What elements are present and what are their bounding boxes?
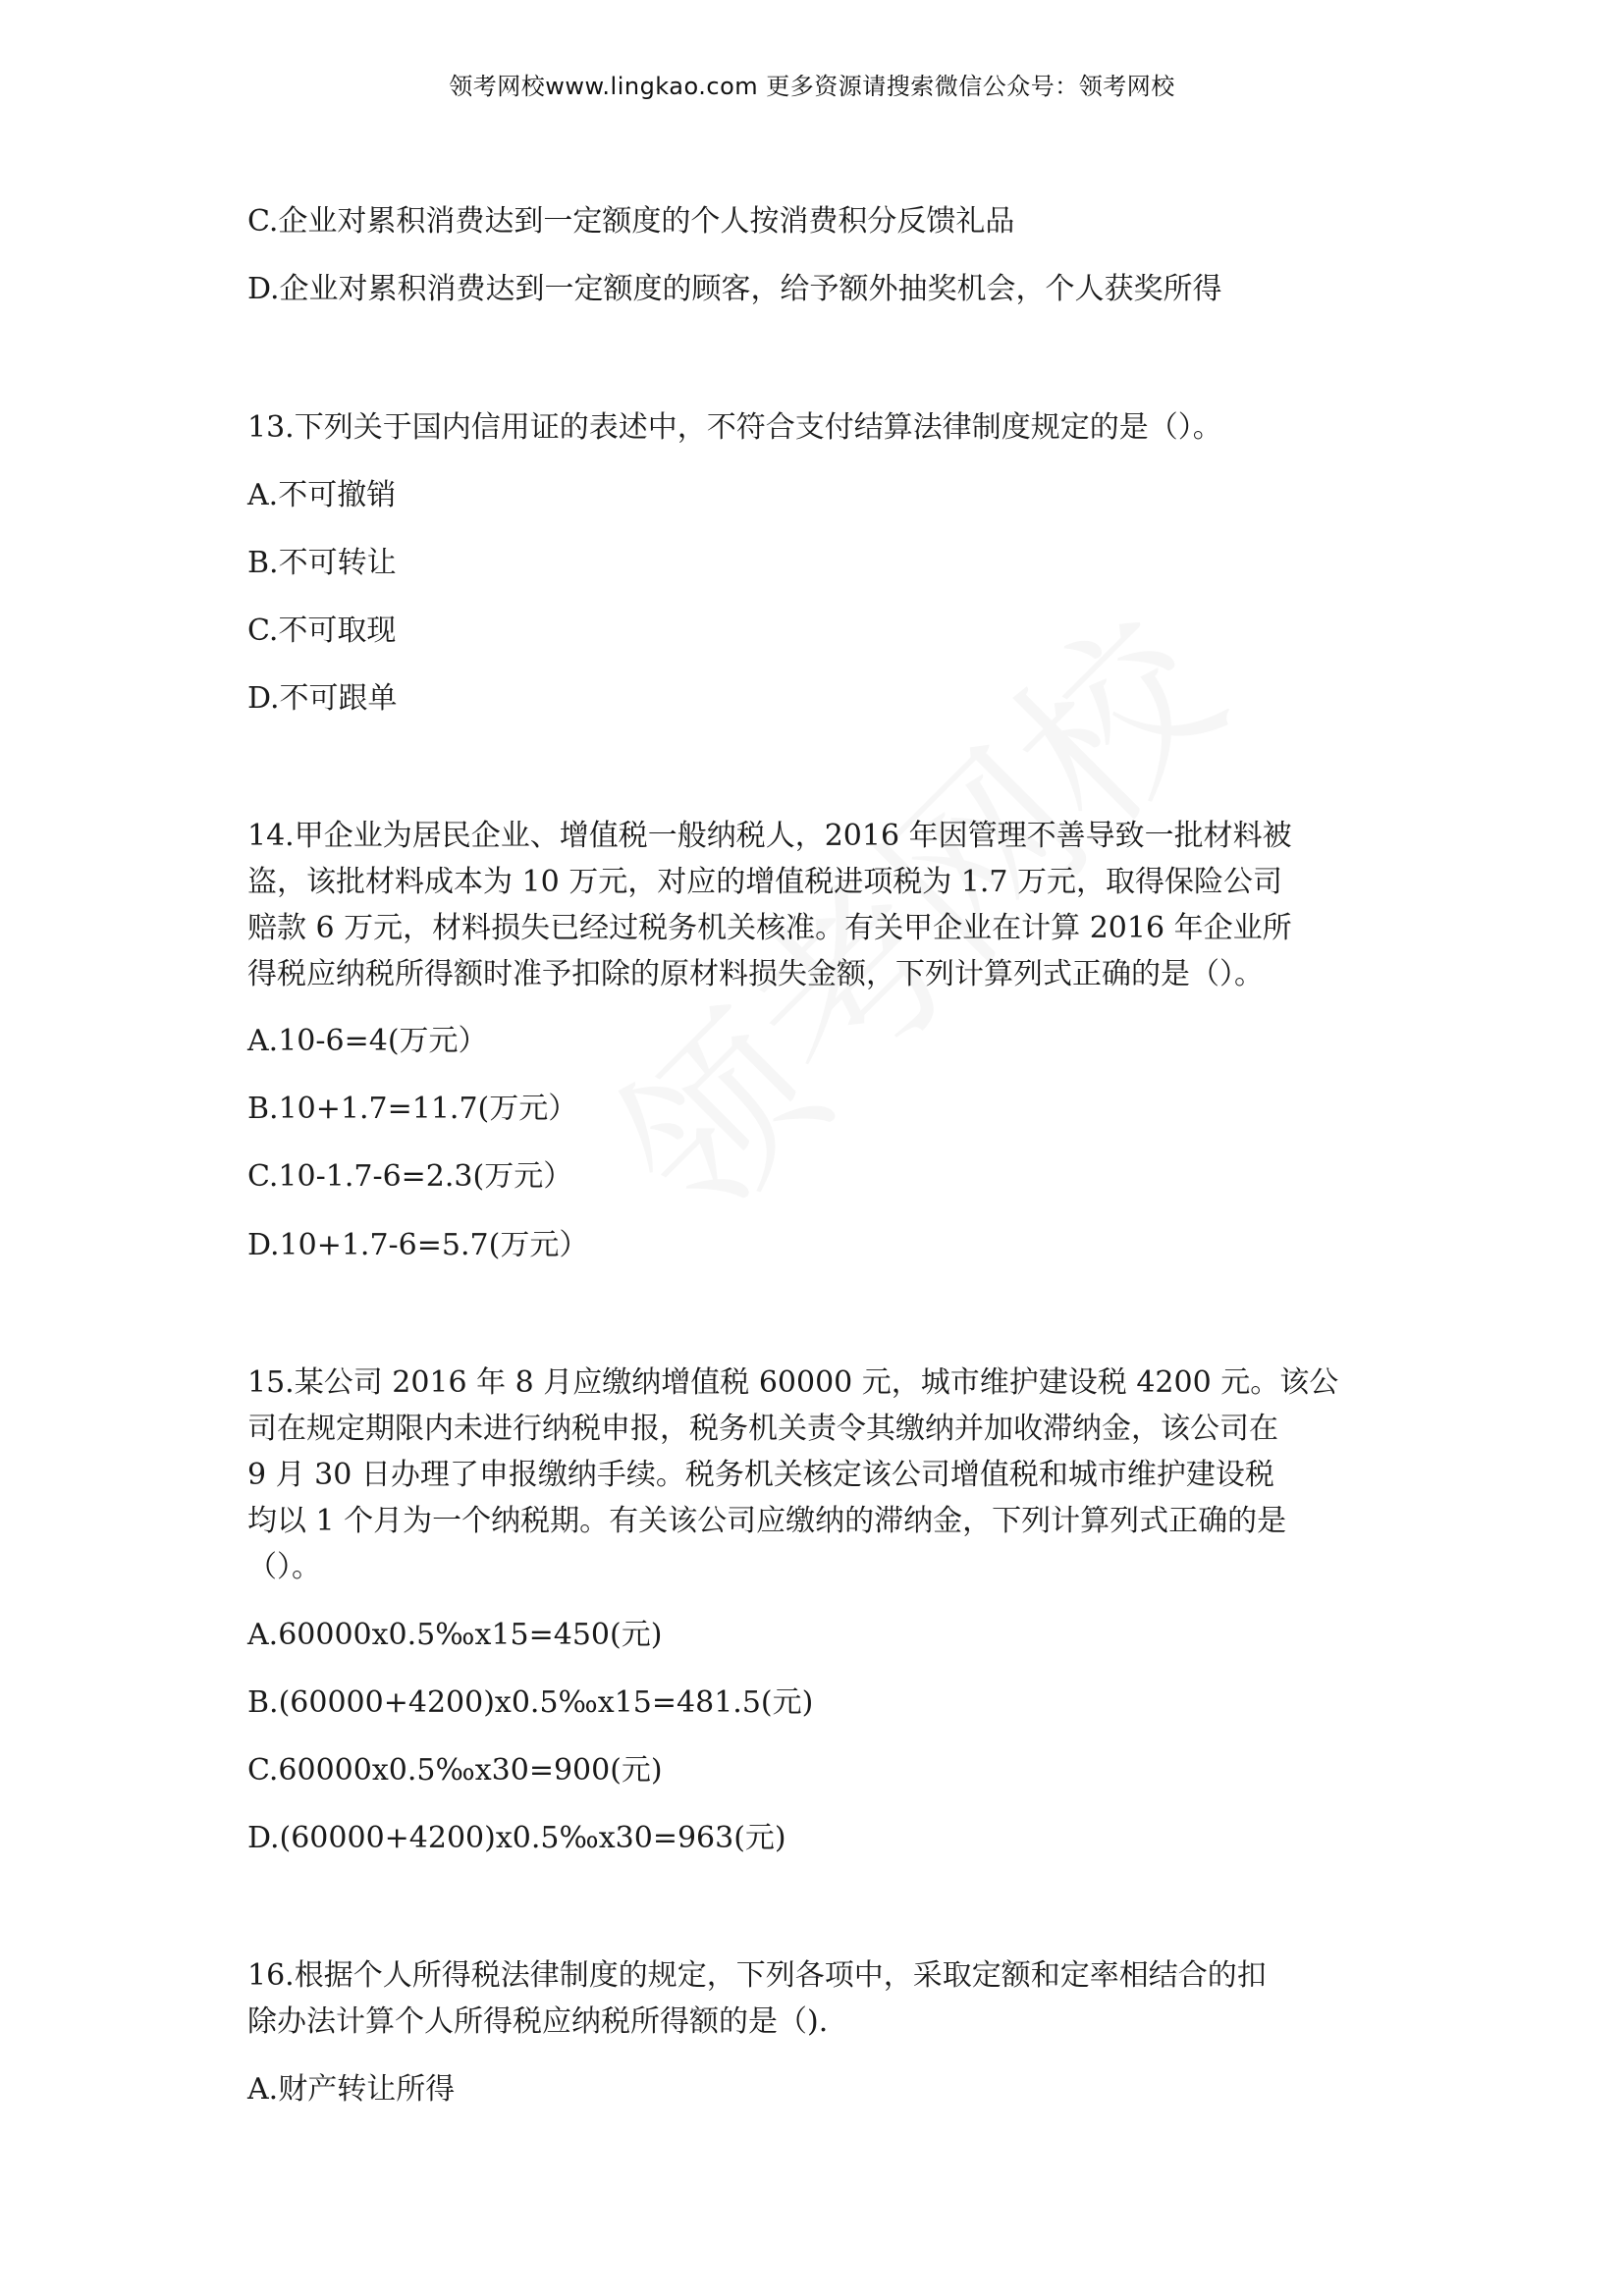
q15-stem-line: 均以 1 个月为一个纳税期。有关该公司应缴纳的滞纳金，下列计算列式正确的是 (247, 1504, 1287, 1538)
q15-stem-line: 9 月 30 日办理了申报缴纳手续。税务机关核定该公司增值税和城市维护建设税 (247, 1458, 1274, 1492)
q15-option-a: A.60000x0.5‰x15=450(元) (247, 1618, 663, 1652)
q15-stem-line: 15.某公司 2016 年 8 月应缴纳增值税 60000 元，城市维护建设税 4200 元。该公 (247, 1365, 1339, 1400)
q13-option-a: A.不可撤销 (247, 478, 397, 512)
q15-option-c: C.60000x0.5‰x30=900(元) (247, 1753, 663, 1788)
q16-stem-line: 除办法计算个人所得税应纳税所得额的是（). (247, 2004, 829, 2039)
q13-option-c: C.不可取现 (247, 614, 397, 648)
page-header: 领考网校www.lingkao.com 更多资源请搜索微信公众号：领考网校 (449, 73, 1175, 100)
q14-option-a: A.10-6=4(万元） (247, 1024, 488, 1058)
q12-option-c: C.企业对累积消费达到一定额度的个人按消费积分反馈礼品 (247, 204, 1015, 239)
q15-option-b: B.(60000+4200)x0.5‰x15=481.5(元) (247, 1685, 814, 1720)
q16-stem-line: 16.根据个人所得税法律制度的规定，下列各项中，采取定额和定率相结合的扣 (247, 1958, 1267, 1993)
q14-option-b: B.10+1.7=11.7(万元） (247, 1092, 578, 1126)
q14-option-d: D.10+1.7-6=5.7(万元） (247, 1228, 589, 1262)
q14-stem-line: 赔款 6 万元，材料损失已经过税务机关核准。有关甲企业在计算 2016 年企业所 (247, 911, 1292, 945)
q12-option-d: D.企业对累积消费达到一定额度的顾客，给予额外抽奖机会，个人获奖所得 (247, 272, 1222, 306)
q15-stem-line: （）。 (247, 1550, 321, 1584)
q14-stem-line: 得税应纳税所得额时准予扣除的原材料损失金额，下列计算列式正确的是（）。 (247, 957, 1264, 991)
q14-option-c: C.10-1.7-6=2.3(万元） (247, 1159, 573, 1194)
q15-stem-line: 司在规定期限内未进行纳税申报，税务机关责令其缴纳并加收滞纳金，该公司在 (247, 1412, 1278, 1446)
q16-option-a: A.财产转让所得 (247, 2072, 456, 2107)
q13-option-d: D.不可跟单 (247, 681, 398, 716)
q13-option-b: B.不可转让 (247, 546, 397, 580)
q14-stem-line: 14.甲企业为居民企业、增值税一般纳税人，2016 年因管理不善导致一批材料被 (247, 819, 1292, 853)
q15-option-d: D.(60000+4200)x0.5‰x30=963(元) (247, 1821, 786, 1855)
q14-stem-line: 盗，该批材料成本为 10 万元，对应的增值税进项税为 1.7 万元，取得保险公司 (247, 865, 1283, 899)
q13-stem: 13.下列关于国内信用证的表述中，不符合支付结算法律制度规定的是（）。 (247, 410, 1222, 445)
